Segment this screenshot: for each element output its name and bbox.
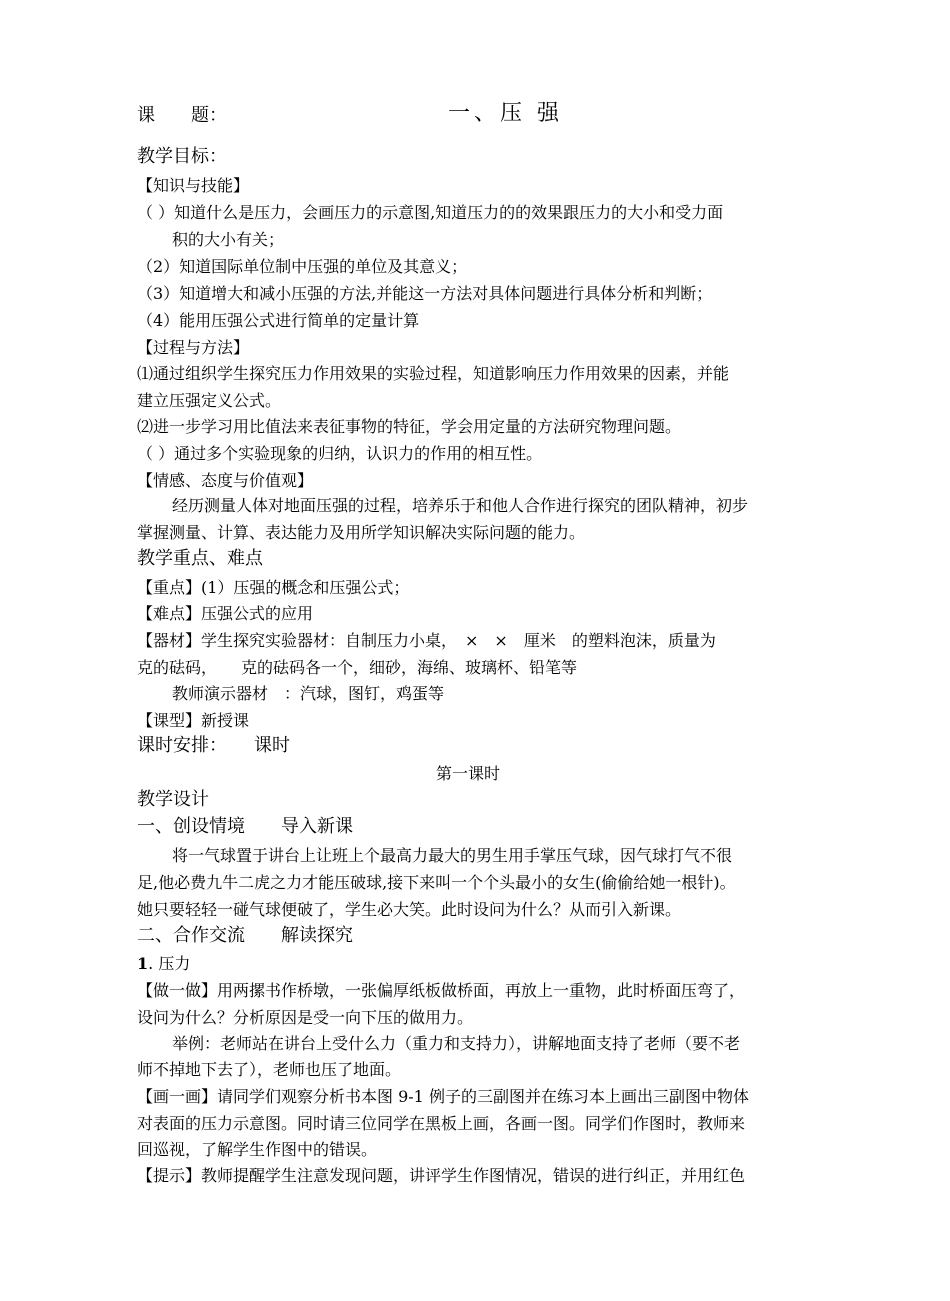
process-item-1: ⑴通过组织学生探究压力作用效果的实验过程，知道影响压力作用效果的因素，并能 (137, 364, 730, 383)
knowledge-item-4: （4）能用压强公式进行简单的定量计算 (137, 311, 420, 330)
objectives-heading: 教学目标： (137, 146, 227, 167)
equipment-line: 【器材】学生探究实验器材：自制压力小桌， × × 厘米 的塑料泡沫，质量为 (137, 631, 716, 650)
example: 举例：老师站在讲台上受什么力（重力和支持力），讲解地面支持了老师（要不老 (172, 1034, 741, 1053)
process-heading: 【过程与方法】 (137, 338, 250, 357)
knowledge-item-3: （3）知道增大和减小压强的方法,并能这一方法对具体问题进行具体分析和判断； (137, 284, 713, 303)
knowledge-heading: 【知识与技能】 (137, 176, 250, 195)
difficulty-point: 【难点】压强公式的应用 (137, 604, 314, 623)
section-1-heading: 一、创设情境 导入新课 (137, 816, 353, 837)
example-cont: 师不掉地下去了），老师也压了地面。 (137, 1060, 402, 1079)
focus-point: 【重点】(1）压强的概念和压强公式； (137, 578, 410, 597)
equipment-line-cont: 克的砝码， 克的砝码各一个，细砂，海绵、玻璃杯、铅笔等 (137, 658, 578, 677)
subsection-number: 1 (137, 954, 149, 973)
do-activity: 【做一做】用两摞书作桥墩，一张偏厚纸板做桥面，再放上一重物，此时桥面压弯了， (137, 981, 746, 1000)
knowledge-item-1: （ ）知道什么是压力，会画压力的示意图,知道压力的的效果跟压力的大小和受力面 (137, 203, 724, 222)
knowledge-item-2: （2）知道国际单位制中压强的单位及其意义； (137, 257, 468, 276)
do-activity-cont: 设问为什么？分析原因是受一向下压的做用力。 (137, 1008, 474, 1027)
emotion-para: 经历测量人体对地面压强的过程，培养乐于和他人合作进行探究的团队精神，初步 (172, 496, 749, 515)
draw-activity-cont-1: 对表面的压力示意图。同时请三位同学在黑板上画，各画一图。同学们作图时，教师来 (137, 1114, 746, 1133)
section-1-para: 将一气球置于讲台上让班上个最高力最大的男生用手掌压气球，因气球打气不很 (172, 846, 733, 865)
section-1-para-cont-1: 足,他必费九牛二虎之力才能压破球,接下来叫一个个头最小的女生(偷偷给她一根针)。 (137, 873, 736, 892)
subsection-title: . 压力 (148, 954, 191, 973)
page-title: 一、压 强 (448, 101, 563, 126)
section-1-para-cont-2: 她只要轻轻一碰气球便破了，学生必大笑。此时设问为什么？从而引入新课。 (137, 900, 682, 919)
design-heading: 教学设计 (137, 789, 209, 810)
draw-activity-cont-2: 回巡视，了解学生作图中的错误。 (137, 1140, 378, 1159)
schedule: 课时安排： 课时 (137, 735, 290, 756)
key-points-heading: 教学重点、难点 (137, 548, 263, 569)
hint: 【提示】教师提醒学生注意发现问题，讲评学生作图情况，错误的进行纠正，并用红色 (137, 1166, 746, 1185)
process-item-1-cont: 建立压强定义公式。 (137, 391, 282, 410)
period-title: 第一课时 (436, 764, 501, 783)
emotion-para-cont: 掌握测量、计算、表达能力及用所学知识解决实际问题的能力。 (137, 523, 586, 542)
emotion-heading: 【情感、态度与价值观】 (137, 471, 314, 490)
teacher-equipment: 教师演示器材 ：汽球，图钉，鸡蛋等 (172, 684, 445, 703)
process-item-3: （ ）通过多个实验现象的归纳，认识力的作用的相互性。 (137, 444, 543, 463)
subsection-1-heading (137, 956, 190, 972)
knowledge-item-1-cont: 积的大小有关； (172, 230, 285, 249)
topic-label: 课 题： (137, 105, 227, 126)
lesson-type: 【课型】新授课 (137, 711, 250, 730)
process-item-2: ⑵进一步学习用比值法来表征事物的特征，学会用定量的方法研究物理问题。 (137, 417, 682, 436)
draw-activity: 【画一画】请同学们观察分析书本图 9-1 例子的三副图并在练习本上画出三副图中物体 (137, 1087, 749, 1106)
section-2-heading: 二、合作交流 解读探究 (137, 925, 353, 946)
